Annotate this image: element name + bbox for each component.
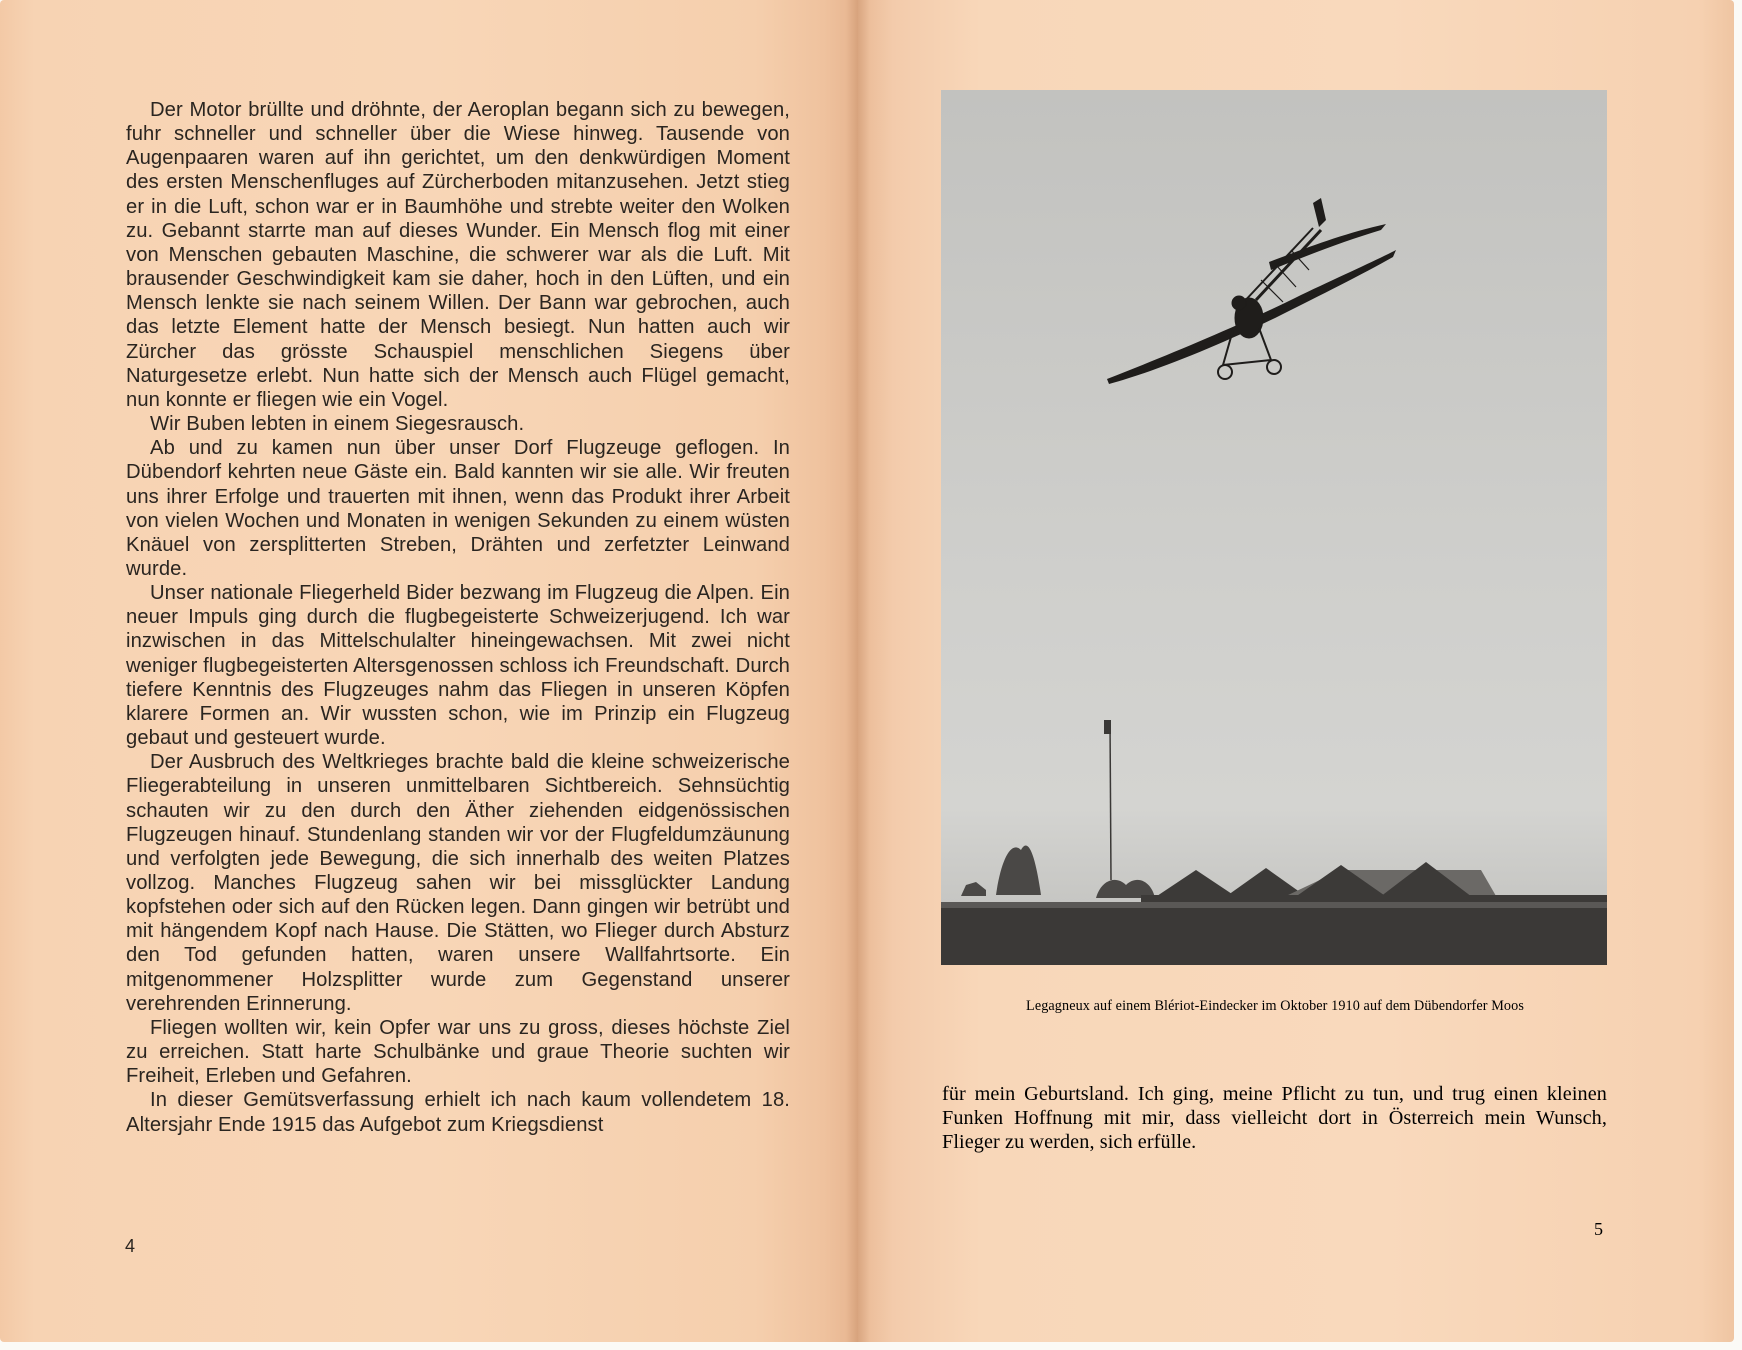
paragraph: In dieser Gemütsverfassung erhielt ich nach kaum vollendetem 18. Altersjahr Ende 1915 das Aufgebot zum Kriegsdienst [126, 1089, 790, 1136]
photo-caption: Legagneux auf einem Blériot-Eindecker im Oktober 1910 auf dem Dübendorfer Moos [1026, 998, 1524, 1014]
page-number-left: 4 [125, 1236, 136, 1256]
bleriot-monoplane-photo [941, 90, 1607, 965]
left-page [0, 0, 858, 1342]
body-text [126, 98, 790, 1137]
paragraph: Der Ausbruch des Weltkrieges brachte bald die kleine schweizerische Fliegerabteilung in unseren unmittelbaren Sichtbereich. Sehnsüchtig schauten wir zu den durch den Äther ziehenden eidgenössischen Flugzeugen hinauf. Stundenlang standen wir vor der Flugfeldumzäunung und verfolgten jede Bewegung, die sich innerhalb des weiten Platzes vollzog. Manches Flugzeug sahen wir bei missglückter Landung kopfstehen oder sich auf den Rücken legen. Dann gingen wir betrübt und mit hängendem Kopf nach Hause. Die Stätten, wo Flieger durch Absturz den Tod gefunden hatten, waren unsere Wallfahrtsorte. Ein mitgenommener Holzsplitter wurde zum Gegenstand unserer verehrenden Erinnerung. [126, 751, 790, 1015]
paragraph: für mein Geburtsland. Ich ging, meine Pflicht zu tun, und trug einen kleinen Funken Hoffnung mit mir, dass vielleicht dort in Österreich mein Wunsch, Flieger zu werden, sich erfülle. [942, 1083, 1607, 1154]
page-number-right: 5 [1594, 1219, 1603, 1239]
paragraph: Ab und zu kamen nun über unser Dorf Flugzeuge geflogen. In Dübendorf kehrten neue Gäste ein. Bald kannten wir sie alle. Wir freuten uns ihrer Erfolge und trauerten mit ihnen, wenn das Produkt ihrer Arbeit von vielen Wochen und Monaten in wenigen Sekunden zu einem wüsten Knäuel von zersplitterten Streben, Drähten und zerfetzter Leinwand wurde. [126, 437, 790, 580]
continuation-text [942, 1082, 1607, 1155]
paragraph: Wir Buben lebten in einem Siegesrausch. [150, 413, 525, 436]
book-gutter [846, 0, 870, 1342]
paragraph: Unser nationale Fliegerheld Bider bezwang im Flugzeug die Alpen. Ein neuer Impuls ging durch die flugbegeisterte Schweizerjugend. Ich war inzwischen in das Mittelschulalter hineingewachsen. Mit zwei nicht weniger flugbegeisterten Altersgenossen schloss ich Freundschaft. Durch tiefere Kenntnis des Flugzeuges nahm das Fliegen in unseren Köpfen klarere Formen an. Wir wussten schon, wie im Prinzip ein Flugzeug gebaut und gesteuert wurde. [126, 582, 790, 750]
paragraph: Der Motor brüllte und dröhnte, der Aeroplan begann sich zu bewegen, fuhr schneller und schneller über die Wiese hinweg. Tausende von Augenpaaren waren auf ihn gerichtet, um den denkwürdigen Moment des ersten Menschenfluges auf Zürcherboden mitanzusehen. Jetzt stieg er in die Luft, schon war er in Baumhöhe und strebte weiter den Wolken zu. Gebannt starrte man auf dieses Wunder. Ein Mensch flog mit einer von Menschen gebauten Maschine, die schwerer war als die Luft. Mit brausender Geschwindigkeit kam sie daher, hoch in den Lüften, und ein Mensch lenkte sie nach seinem Willen. Der Bann war gebrochen, auch das letzte Element hatte der Mensch besiegt. Nun hatten auch wir Zürcher das grösste Schauspiel menschlichen Siegens über Naturgesetze erlebt. Nun hatte sich der Mensch auch Flügel gemacht, nun konnte er fliegen wie ein Vogel. [126, 99, 790, 411]
paragraph: Fliegen wollten wir, kein Opfer war uns zu gross, dieses höchste Ziel zu erreichen. Statt harte Schulbänke und graue Theorie suchten wir Freiheit, Erleben und Gefahren. [126, 1016, 790, 1088]
sky [941, 90, 1607, 965]
airfield-ground [941, 905, 1607, 965]
